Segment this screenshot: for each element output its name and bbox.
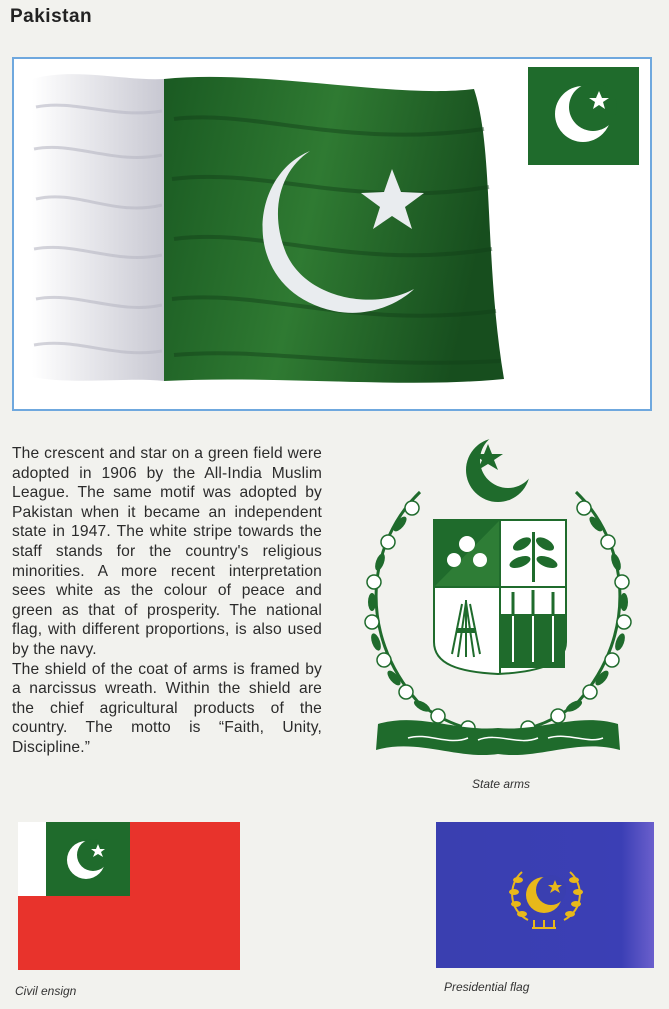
pakistan-flag-icon bbox=[491, 67, 639, 165]
presidential-flag-icon bbox=[436, 822, 654, 968]
main-flag-frame bbox=[12, 57, 652, 411]
description-text bbox=[12, 444, 322, 758]
page-title: Pakistan bbox=[10, 6, 93, 27]
civil-ensign-caption: Civil ensign bbox=[15, 984, 77, 998]
arms-description: The shield of the coat of arms is framed by a narcissus wreath. Within the shield are the chief agricultural products of the country. The motto is “Faith, Unity, Discipline.” bbox=[12, 660, 322, 756]
presidential-flag-caption: Presidential flag bbox=[444, 980, 530, 994]
flag-description: The crescent and star on a green field were adopted in 1906 by the All-India Muslim League. The same motif was adopted by Pakistan when it became an independent state in 1947. The white stripe towards the staff stands for the country's religious minorities. A more recent interpretation sees white as the colour of peace and green as that of prosperity. The national flag, with different proportions, is also used by the navy. bbox=[12, 445, 322, 658]
civil-ensign-icon bbox=[18, 822, 240, 970]
coat-of-arms-icon bbox=[348, 432, 648, 772]
state-arms-caption: State arms bbox=[472, 777, 531, 791]
